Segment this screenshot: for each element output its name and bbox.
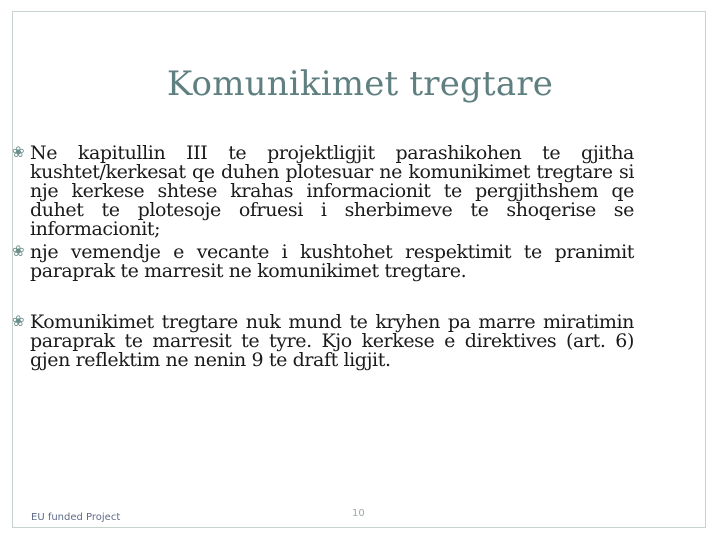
bullet-mark-icon: ❀ (12, 143, 25, 161)
footer-text: EU funded Project (31, 512, 121, 523)
bullet-text: Komunikimet tregtare nuk mund te kryhen pa marre miratimin paraprak te marresit te tyre. Kjo kerkese e direktives (art. 6) gjen reflektim ne nenin 9 te draft ligjit. (30, 311, 634, 371)
bullet-text: Ne kapitullin III te projektligjit parashikohen te gjitha kushtet/kerkesat qe duhen plotesuar ne komunikimet tregtare si nje kerkese shtese krahas informacionit te pergjithshem qe duhet te plotesoje ofruesi i sherbimeve te shoqerise se informacionit; (30, 142, 634, 240)
bullet-mark-icon: ❀ (12, 312, 25, 330)
bullet-item (12, 311, 634, 371)
bullet-item (12, 241, 634, 282)
page-number: 10 (352, 508, 365, 519)
bullet-list (12, 142, 634, 371)
bullet-item (12, 142, 634, 240)
bullet-text: nje vemendje e vecante i kushtohet respektimit te pranimit paraprak te marresit ne komunikimet tregtare. (30, 241, 634, 282)
bullet-mark-icon: ❀ (12, 242, 25, 260)
slide-title: Komunikimet tregtare (166, 64, 554, 104)
